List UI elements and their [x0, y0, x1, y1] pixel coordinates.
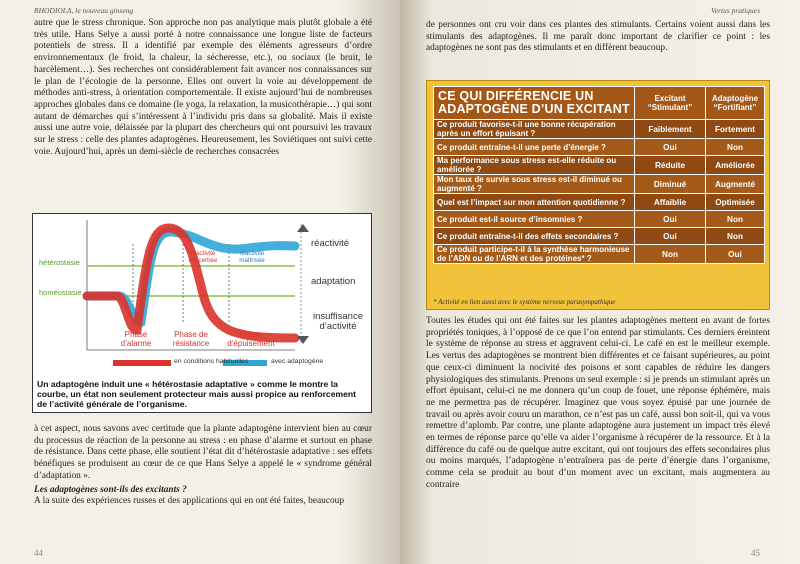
- figure-caption: Un adaptogène induit une « hétérostasie adaptative » comme le montre la courbe, un état non seulement protecteur mais aussi propice au renforcement de l’activité générale de l’organisme.: [37, 379, 357, 409]
- label-phase-resistance: Phase de résistance: [172, 330, 210, 348]
- left-paragraph-2: à cet aspect, nous savons avec certitude que la plante adaptogène intervient bien au cœur du processus de réaction de la personne au stress : en phase d’alarme et surtout en phase de résistance. Dans cette phase, elle soutient l’état dit d’hétérostasie adaptative : ses effets bénéfiques se produisent au cœur de ce que Hans Selye a appelé le « syndrome général d’adaptation ». Les adaptogènes sont-ils des excitants ? A la suite des expériences russes et des applications qui en ont été faites, beaucoup: [34, 424, 372, 507]
- label-homeostasie: homéostasie: [39, 288, 82, 297]
- legend-blue-label: avec adaptogène: [271, 358, 324, 365]
- page-number-right: 45: [751, 548, 760, 558]
- table-row: Ce produit favorise-t-il une bonne récupération après un effort épuisant ? Faiblement Fortement: [434, 120, 765, 139]
- arrow-up-icon: [297, 224, 309, 232]
- comparison-table-box: [426, 80, 770, 310]
- table-title: CE QUI DIFFÉRENCIE UN ADAPTOGÈNE D’UN EXCITANT: [434, 87, 635, 120]
- label-reactivite-maitrisee: réactivité maîtrisée: [239, 250, 265, 264]
- label-adaptation: adaptation: [311, 276, 356, 287]
- label-reactivite: réactivité: [311, 238, 350, 249]
- right-page: [400, 0, 800, 564]
- table-row: Ma performance sous stress est-elle réduite ou améliorée ? Réduite Améliorée: [434, 156, 765, 175]
- table-row: Ce produit entraîne-t-il des effets secondaires ? Oui Non: [434, 228, 765, 245]
- page-number-left: 44: [34, 548, 43, 558]
- subheading: Les adaptogènes sont-ils des excitants ?: [34, 484, 187, 495]
- col-header-excitant: Excitant “Stimulant”: [635, 87, 706, 120]
- table-row: Quel est l’impact sur mon attention quotidienne ? Affaiblie Optimisée: [434, 194, 765, 211]
- table-row: Ce produit est-il source d’insomnies ? Oui Non: [434, 211, 765, 228]
- table-row: Mon taux de survie sous stress est-il diminué ou augmenté ? Diminué Augmenté: [434, 175, 765, 194]
- running-head-right: Vertus pratiques: [711, 6, 760, 15]
- running-head-left: RHODIOLA, le nouveau ginseng: [34, 6, 134, 15]
- table-footnote: * Activité en lien aussi avec le système nerveux parasympathique: [433, 298, 616, 306]
- label-insuffisance: insuffisance d’activité: [313, 311, 363, 332]
- label-phase-epuisement: Phase d’épuisement: [227, 330, 275, 348]
- label-phase-alarme: Phase d’alarme: [120, 330, 152, 348]
- table-row: Ce produit entraîne-t-il une perte d’énergie ? Oui Non: [434, 139, 765, 156]
- label-heterostasie: hétérostasie: [39, 258, 80, 267]
- col-header-adaptogene: Adaptogène “Fortifiant”: [706, 87, 765, 120]
- right-paragraph-2: Toutes les études qui ont été faites sur les plantes adaptogènes mettent en avant de fortes propriétés toniques, à l’opposé de ce que l’on entend par stimulants. Ces derniers éreintent le système de réponse au stress et aggravent celui-ci. Le café en est le meilleur exemple. Les vertus des adaptogènes se montrent bien différentes et ce faisant supérieures, au point que ceux-ci diminuent la nocivité des poisons et sont capables de réduire les dangers physiologiques des stimulants. Prenons un seul exemple : si je prends un stimulant après un effort épuisant, celui-ci ne me donnera qu’un coup de fouet, une réponse éphémère, mais ne me permettra pas de récupérer. Imaginez que vous soyez épuisé par une journée de travail ou après avoir couru un marathon, ce n’est pas un café, aussi bon soit-il, qui va vous remettre d’aplomb. Par contre, une plante adaptogène aura justement un impact très élevé en termes de réponse parce qu’elle va aider l’organisme à récupérer de la ressource. Et à la différence du café ou de quelque autre excitant, qui ont toujours des effets secondaires plus ou moins marqués, l’adaptogène n’entraînera pas de perte d’énergie dans l’organisme, comme cela se produit au bout d’un moment avec un excitant, mais augmentera au contraire: [426, 316, 770, 490]
- stress-adaptation-figure: [32, 213, 372, 413]
- table-row: Ce produit participe-t-il à la synthèse harmonieuse de l’ADN ou de l’ARN et des protéines* ? Non Oui: [434, 245, 765, 264]
- right-paragraph-1: de personnes ont cru voir dans ces plantes des stimulants. Certains voient aussi dans les stimulants des adaptogènes. Il me paraît donc important de clarifier ce point : les adaptogènes ne sont pas des stimulants et en diffèrent beaucoup.: [426, 20, 770, 54]
- label-reactivite-exacerbee: réactivité exacerbée: [188, 250, 218, 264]
- left-paragraph-1: autre que le stress chronique. Son approche non pas analytique mais plutôt globale a été très utile. Hans Selye a aussi porté à notre connaissance une longue liste de facteurs potentiels de stress. Il a identifié par exemple des éléments agresseurs d’ordre environnementaux (le froid, la chaleur, la sécheresse, etc.), ou sociaux (le bruit, le harcèlement…). Ses recherches ont considérablement fait avancer nos connaissances sur le plan de l’écologie de la personne. Elles ont ouvert la voie au développement de méthodes anti-stress, à orientation comportementale. Il existe aujourd’hui de nombreuses approches globales dans ce domaine (le yoga, la relaxation, la musicothérapie…) qui sont autant de démarches qui s’intéressent à l’individu pris dans sa globalité. Mais il existe aussi une autre voie, délaissée par la plupart des chercheurs qui ont poursuivi les travaux sur le stress : celle des plantes adaptogènes. Heureusement, les Soviétiques ont suivi cette voie. Aujourd’hui, après un demi-siècle de recherches consacrées: [34, 18, 372, 157]
- comparison-table: [433, 86, 765, 264]
- legend-red-label: en conditions habituelles: [174, 358, 249, 365]
- legend-red-bar: [113, 360, 171, 366]
